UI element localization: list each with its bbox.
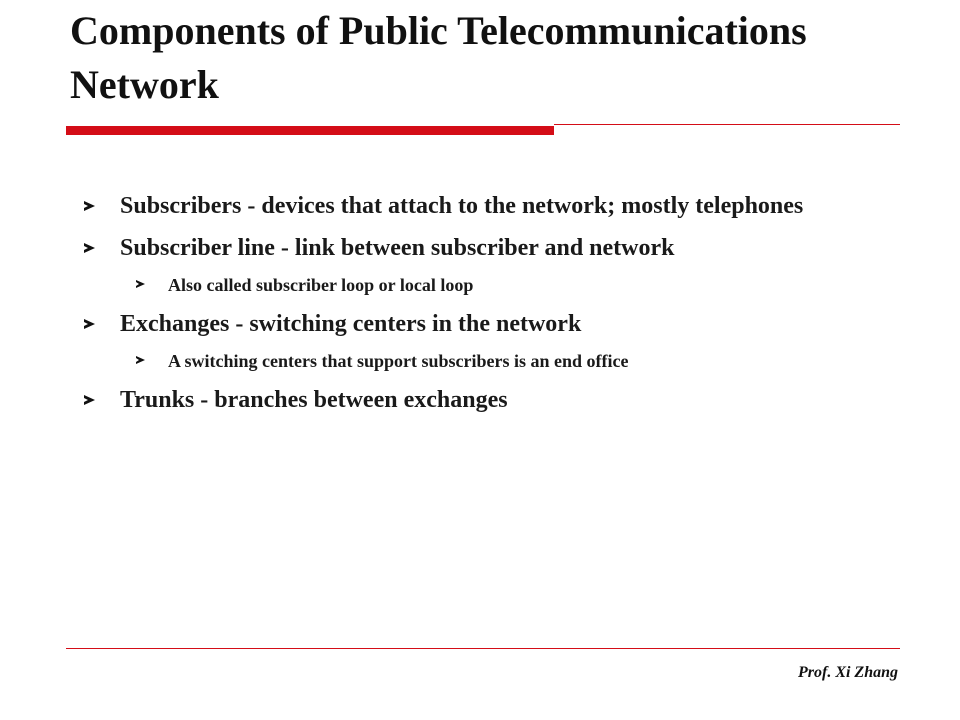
bullet-text: Trunks - branches between exchanges: [120, 387, 508, 413]
footer-divider: [66, 648, 900, 649]
bullet-text: Subscribers - devices that attach to the network; mostly telephones: [120, 193, 804, 219]
footer-author: Prof. Xi Zhang: [797, 664, 898, 681]
arrow-bullet-icon: [84, 201, 95, 211]
bullet-text: Subscriber line - link between subscriber and network: [120, 235, 675, 261]
bullet-trunks: [80, 384, 900, 416]
arrow-bullet-icon: [136, 356, 145, 364]
bullet-text: Also called subscriber loop or local loop: [168, 275, 474, 295]
bullet-exchanges: [80, 308, 900, 340]
arrow-bullet-icon: [84, 243, 95, 253]
bullet-subscribers: [80, 190, 900, 222]
arrow-bullet-icon: [84, 395, 95, 405]
bullet-text: Exchanges - switching centers in the network: [120, 311, 582, 337]
bullet-list: [80, 190, 900, 426]
title-underline-thick: [66, 126, 554, 135]
bullet-text: A switching centers that support subscribers is an end office: [168, 351, 629, 371]
arrow-bullet-icon: [84, 319, 95, 329]
title-underline-thin: [554, 124, 900, 125]
sub-bullet-local-loop: [80, 272, 900, 298]
slide-title: Components of Public Telecommunications Network: [70, 8, 807, 107]
bullet-subscriber-line: [80, 232, 900, 264]
arrow-bullet-icon: [136, 280, 145, 288]
sub-bullet-end-office: [80, 348, 900, 374]
